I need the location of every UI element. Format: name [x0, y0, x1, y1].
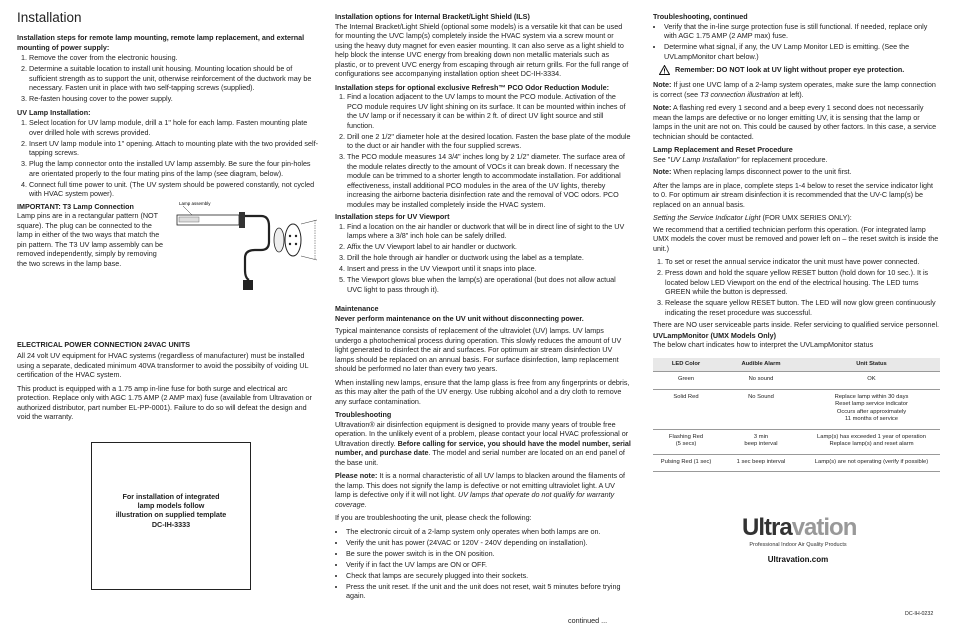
- website-url[interactable]: Ultravation.com: [767, 555, 829, 565]
- troubleshooting-note: Please note: It is a normal characteristic of all UV lamps to blacken around the filaments of the lamp. This does not signify the lamp is defective or not emitting ultraviolet light. A UV lamp is defective only if it will not light. UV lamps that operate do not qualify for warranty coverage.: [335, 471, 626, 509]
- continued-label: continued ...: [568, 616, 608, 625]
- troubleshooting-intro: Ultravation® air disinfection equipment is designed to provide many years of trouble free operation. In the unlikely event of a problem, please contact your local HVAC professional or Ultravation directly. Before calling for service, you should have the model number, serial number, and purchase date. The model and serial number are located on an end panel of the base unit.: [335, 419, 631, 467]
- list-item: • Verify the unit has power (24VAC or 120V - 240V depending on installation).: [346, 538, 632, 548]
- note-disconnect: Note: When replacing lamps disconnect power to the unit first.: [653, 167, 852, 176]
- note-flashing-red: Note: A flashing red every 1 second and a beep every 1 second does not necessarily mean the lamps are defective or no longer emitting UV, it is sensing that the lamp or lamps in the unit are not on. This could be caused by other factors. In this case, a service technician should be contacted.: [653, 103, 937, 141]
- list-item: 2. Affix the UV Viewport label to air handler or ductwork.: [347, 242, 632, 252]
- list-item: 5. The Viewport glows blue when the lamp(s) are operational (but does not allow actual UVC light to pass through it).: [347, 275, 632, 294]
- list-item: • Press the unit reset. If the unit and the unit does not reset, wait 5 minutes before trying again.: [346, 582, 632, 601]
- column-troubleshooting: [653, 12, 940, 472]
- lamp-see: See "UV Lamp Installation" for replacement procedure.: [653, 154, 828, 164]
- list-item: 1. Remove the cover from the electronic housing.: [29, 53, 321, 63]
- document-id: DC-IH-0232: [905, 611, 934, 617]
- electrical-heading: ELECTRICAL POWER CONNECTION 24VAC UNITS: [17, 339, 191, 349]
- uv-lamp-heading: UV Lamp Installation:: [17, 107, 91, 117]
- page-title: Installation: [17, 10, 82, 25]
- table-row: [653, 372, 940, 390]
- table-cell: 1 sec beep interval: [719, 454, 803, 472]
- troubleshooting-bullets: [653, 22, 940, 62]
- list-item: 2. Insert UV lamp module into 1" opening. Attach to mounting plate with the two provided self-tapping screws.: [29, 139, 321, 158]
- warning-icon: [659, 65, 670, 75]
- list-item: 3. Drill the hole through air handler or ductwork using the label as a template.: [347, 253, 632, 263]
- logo-tagline: Professional Indoor Air Quality Products: [749, 542, 847, 548]
- lamp-replacement-heading: Lamp Replacement and Reset Procedure: [653, 145, 793, 154]
- box-line: For installation of integrated: [122, 491, 220, 501]
- pco-heading: Installation steps for optional exclusive Refresh™ PCO Odor Reduction Module:: [335, 82, 609, 92]
- ultravation-logo: [742, 514, 857, 566]
- note-lamp-connection: Note: If just one UVC lamp of a 2-lamp system operates, make sure the lamp connection is correct (see T3 connection illustration at left).: [653, 80, 936, 99]
- t3-heading: IMPORTANT: T3 Lamp Connection: [17, 201, 134, 211]
- table-cell: 3 min beep interval: [719, 429, 803, 454]
- lamp-connection-diagram: [169, 198, 321, 298]
- table-row: [653, 429, 940, 454]
- maintenance-heading: Maintenance: [335, 304, 379, 313]
- t3-text: Lamp pins are in a rectangular pattern (NOT square). The plug can be connected to the lamp in either of the two ways that match the pin pattern. The T3 UV lamp assembly can be removed independently, simply by removing the two screws in the lamp base.: [17, 211, 163, 268]
- pco-steps: [335, 92, 632, 209]
- ils-text: The Internal Bracket/Light Shield (optional some models) is a versatile kit that can be used for mounting the UVC lamp(s) completely inside the HVAC system via a screw mount or using the heavy duty magnet for even easier mounting. It can also serve as a light shield to help block the intense UVC energy from breaking down non metallic materials such as plastic, or to prevent UVC energy from escaping through air return grills. For the full range of configurations see accompanying installation option sheet DC-IH-3334.: [335, 21, 629, 78]
- reset-steps: [653, 257, 940, 317]
- table-header: LED Color: [653, 358, 719, 372]
- maintenance-warning: Never perform maintenance on the UV unit without disconnecting power.: [335, 313, 584, 323]
- list-item: 1. To set or reset the annual service indicator the unit must have power connected.: [665, 257, 940, 267]
- table-cell: Solid Red: [653, 389, 719, 429]
- table-cell: Green: [653, 372, 719, 390]
- table-cell: Lamp(s) has exceeded 1 year of operation Replace lamp(s) and reset alarm: [803, 429, 940, 454]
- table-cell: Lamp(s) are not operating (verify if possible): [803, 454, 940, 472]
- eye-protection-warning: Remember: DO NOT look at UV light without proper eye protection.: [659, 65, 940, 75]
- no-serviceable-parts: There are NO user serviceable parts inside. Refer servicing to qualified service personnel.: [653, 320, 940, 329]
- list-item: 1. Find a location on the air handler or ductwork that will be in direct line of sight to the UV lamps where a 3/8" inch hole can be safely drilled.: [347, 222, 632, 241]
- table-cell: Replace lamp within 30 days Reset lamp service indicator Occurs after approximately 11 months of service: [803, 389, 940, 429]
- electrical-section: [17, 340, 321, 422]
- table-row: [653, 454, 940, 472]
- monitor-heading: UVLampMonitor (UMX Models Only): [653, 330, 776, 340]
- electrical-paragraph: This product is equipped with a 1.75 amp in-line fuse for both surge and electrical arc protection. Replace only with AGC 1.75 AMP (2 AMP max) fuse (available from Ultravation or authorized distributor, part number EL-PP-0001). Failure to do so will defeat the design and void the warranty.: [17, 383, 312, 422]
- list-item: 4. Connect full time power to unit. (The UV system should be powered constantly, not cycled with HVAC system power).: [29, 180, 321, 199]
- maintenance-paragraph: Typical maintenance consists of replacement of the ultraviolet (UV) lamps. UV lamps undergo a photochemical process during operation. This slowly reduces the amount of UV light generated to disinfect the air and surfaces. For optimum air stream disinfection UV lamps should be replaced on an annual basis. For surface disinfection, lamp replacement should be performed no later than every two years.: [335, 326, 622, 373]
- uv-lamp-steps: [17, 118, 321, 199]
- list-item: 3. Release the square yellow RESET button. The LED will now glow green continuously indicating the reset procedure was successful.: [665, 298, 940, 317]
- list-item: 2. Determine a suitable location to install unit housing. Mounting location should be of sufficient strength as to support the unit, otherwise reinforcement of the ductwork may be necessary. Fasten unit in place with two self-tapping screws (supplied).: [29, 64, 321, 93]
- list-item: • The electronic circuit of a 2-lamp system only operates when both lamps are on.: [346, 527, 632, 537]
- maintenance-paragraph: When installing new lamps, ensure that the lamp glass is free from any fingerprints or debris, as this may alter the path of the UV energy. Use rubbing alcohol and a dry cloth to remove any surface contamination.: [335, 377, 630, 406]
- troubleshooting-check: If you are troubleshooting the unit, please check the following:: [335, 513, 532, 522]
- table-cell: Flashing Red (5 secs): [653, 429, 719, 454]
- list-item: • Verify that the in-line surge protection fuse is still functional. If needed, replace only with AGC 1.75 AMP (2 AMP max) fuse.: [664, 22, 940, 41]
- column-installation: [17, 10, 321, 590]
- box-line: lamp models follow: [137, 501, 205, 511]
- list-item: • Check that lamps are securely plugged into their sockets.: [346, 571, 632, 581]
- list-item: 3. Re-fasten housing cover to the power supply.: [29, 94, 321, 104]
- monitor-text: The below chart indicates how to interpret the UVLampMonitor status: [653, 340, 874, 349]
- troubleshooting-checklist: [335, 527, 632, 601]
- setting-indicator: Setting the Service Indicator Light (FOR UMX SERIES ONLY):: [653, 213, 852, 222]
- technician-recommend: We recommend that a certified technician perform this operation. (For integrated lamp UMX models the cover must be removed and power left on – the reset switch is inside the unit.): [653, 224, 939, 253]
- electrical-paragraph: All 24 volt UV equipment for HVAC systems (regardless of manufacturer) must be installed using a separate, dedicated minimum 40VA transformer to avoid the possibilty of voiding UL certification of the HVAC system.: [17, 351, 309, 380]
- table-header: Audible Alarm: [719, 358, 803, 372]
- column-options-maintenance: [335, 12, 632, 604]
- list-item: 4. Insert and press in the UV Viewport until it snaps into place.: [347, 264, 632, 274]
- table-cell: No sound: [719, 372, 803, 390]
- troubleshooting-continued-heading: Troubleshooting, continued: [653, 12, 748, 21]
- table-cell: No Sound: [719, 389, 803, 429]
- viewport-steps: [335, 222, 632, 295]
- table-cell: OK: [803, 372, 940, 390]
- list-item: • Verify if in fact the UV lamps are ON or OFF.: [346, 560, 632, 570]
- list-item: 3. Plug the lamp connector onto the installed UV lamp assembly. Be sure the four pin-holes are orientated properly to the four mating pins of the lamp (see diagram, below).: [29, 159, 321, 178]
- lamp-monitor-table: [653, 358, 940, 473]
- box-line: illustration on supplied template: [115, 510, 227, 520]
- list-item: 3. The PCO module measures 14 3/4" inches long by 2 1/2" diameter. The surface area of the module relates directly to the amount of VOCs it can break down. If necessary the module can be trimmed to a shorter length to accommodate installation. For additional effectiveness, install additional PCO modules in the area of the UV lights, thereby increasing the airborne bacteria disinfection rate and the removal of VOC odors. PCO modules may be installed completely inside the HVAC system.: [347, 152, 632, 209]
- list-item: • Be sure the power switch is in the ON position.: [346, 549, 632, 559]
- box-line: DC-IH-3333: [151, 519, 191, 529]
- integrated-template-box: [91, 442, 251, 590]
- troubleshooting-heading: Troubleshooting: [335, 410, 392, 419]
- list-item: 1. Select location for UV lamp module, drill a 1" hole for each lamp. Fasten mounting plate over drilled hole with screws provided.: [29, 118, 321, 137]
- table-header: Unit Status: [803, 358, 940, 372]
- mounting-steps: [17, 53, 321, 104]
- list-item: • Determine what signal, if any, the UV Lamp Monitor LED is emitting. (See the UVLampMonitor chart below.): [664, 42, 940, 61]
- list-item: 1. Find a location adjacent to the UV lamps to mount the PCO module. Activation of the PCO module requires UV light shining on its surface. It can be mounted within inches of the UV lamp or if necessary it can be within 2 ft. of direct UV light source and still function.: [347, 92, 632, 130]
- diagram-label: Lamp assembly: [179, 200, 211, 206]
- logo-wordmark: Ultravation: [742, 514, 857, 541]
- table-cell: Pulsing Red (1 sec): [653, 454, 719, 472]
- list-item: 2. Drill one 2 1/2" diameter hole at the desired location. Fasten the base plate of the module to the duct or air handler with the four supplied screws.: [347, 132, 632, 151]
- after-lamps-text: After the lamps are in place, complete steps 1-4 below to reset the service indicator light to 0. For optimum air stream disinfection it is recommended that the UV-C lamp(s) be replaced on an annual basis.: [653, 180, 934, 209]
- ils-heading: Installation options for Internal Bracket/Light Shield (ILS): [335, 12, 530, 21]
- table-row: [653, 389, 940, 429]
- steps-heading: Installation steps for remote lamp mounting, remote lamp replacement, and external mounting of power supply:: [17, 33, 305, 52]
- t3-section: [17, 202, 321, 302]
- list-item: 2. Press down and hold the square yellow RESET button (hold down for 10 sec.). It is located below LED Viewport on the end of the electrical housing. The LED turns GREEN while the button is depressed.: [665, 268, 940, 297]
- viewport-heading: Installation steps for UV Viewport: [335, 212, 450, 221]
